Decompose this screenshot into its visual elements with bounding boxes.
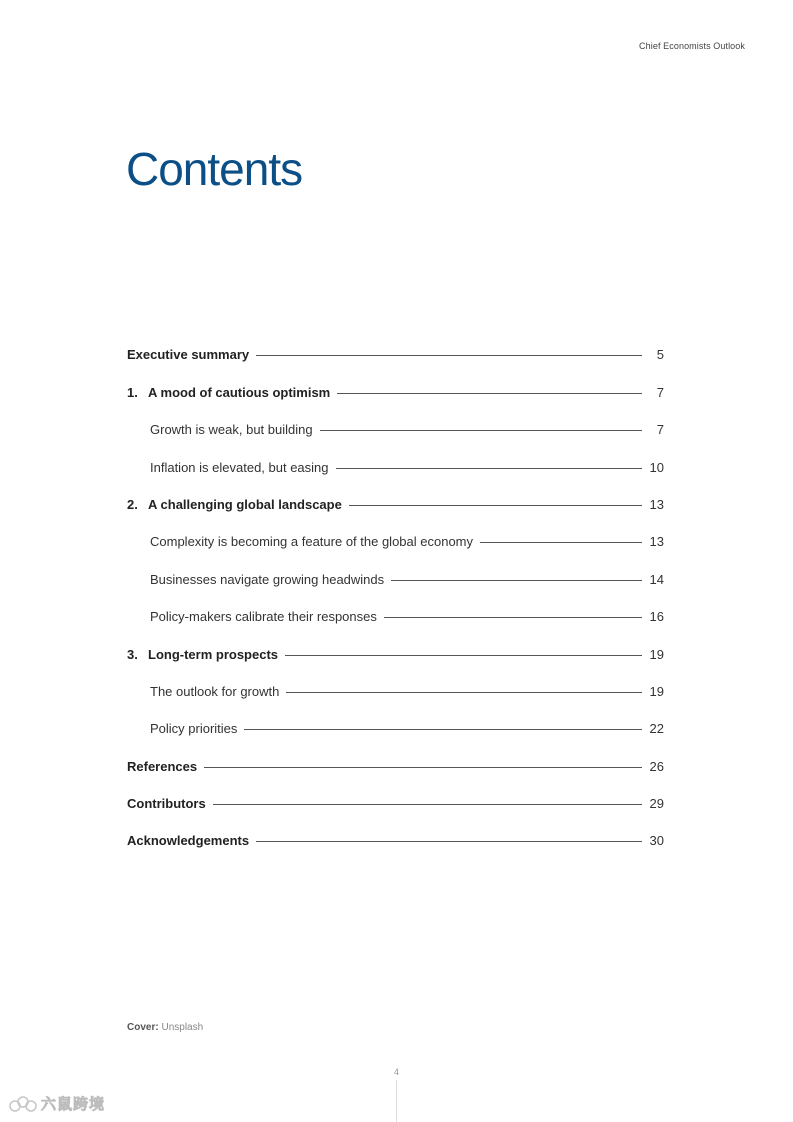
page-number: 4 [393, 1067, 399, 1077]
toc-leader-line [244, 729, 642, 730]
toc-entry-page: 13 [649, 496, 664, 512]
toc-entry[interactable] [127, 328, 664, 365]
toc-entry-label: A challenging global landscape [148, 496, 342, 512]
toc-leader-line [391, 580, 642, 581]
toc-entry-label: Inflation is elevated, but easing [150, 459, 329, 475]
toc-entry-label: Businesses navigate growing headwinds [150, 571, 385, 587]
watermark-text: 六鼠跨境 [41, 1096, 106, 1113]
toc-entry[interactable] [127, 440, 664, 477]
toc-entry[interactable] [127, 590, 664, 627]
toc-entry-page: 7 [656, 384, 664, 400]
toc-entry[interactable] [127, 478, 664, 515]
toc-entry-page: 29 [649, 796, 664, 812]
toc-entry[interactable] [127, 777, 664, 814]
page-title: Contents [126, 143, 303, 195]
toc-leader-line [384, 617, 642, 618]
toc-entry[interactable] [127, 814, 664, 851]
toc-entry-page: 19 [649, 646, 664, 662]
toc-leader-line [480, 542, 642, 543]
toc-leader-line [349, 505, 642, 506]
toc-entry-label: Executive summary [127, 347, 250, 363]
toc-entry-number: 3. [127, 646, 138, 662]
toc-entry[interactable] [127, 515, 664, 552]
toc-leader-line [213, 804, 642, 805]
toc-entry-label: Policy-makers calibrate their responses [150, 609, 377, 625]
toc-leader-line [204, 767, 642, 768]
toc-entry[interactable] [127, 665, 664, 702]
toc-entry-page: 13 [649, 534, 664, 550]
toc-entry-number: 1. [127, 384, 138, 400]
toc-entry-page: 5 [656, 347, 664, 363]
toc-entry-page: 16 [649, 609, 664, 625]
toc-entry-label: Acknowledgements [127, 833, 250, 849]
toc-entry-label: Growth is weak, but building [150, 422, 313, 438]
toc-entry-number: 2. [127, 496, 138, 512]
footer-divider [396, 1080, 397, 1122]
toc-entry[interactable] [127, 403, 664, 440]
toc-entry-label: Policy priorities [150, 721, 238, 737]
toc-entry-label: The outlook for growth [150, 683, 280, 699]
toc-entry-label: Long-term prospects [148, 646, 279, 662]
running-header: Chief Economists Outlook [639, 41, 745, 51]
toc-entry[interactable] [127, 627, 664, 664]
toc-leader-line [256, 841, 642, 842]
cover-credit-label: Cover: [127, 1022, 159, 1033]
toc-entry-page: 26 [649, 758, 664, 774]
toc-entry-page: 7 [656, 422, 664, 438]
toc-leader-line [286, 692, 642, 693]
toc-entry[interactable] [127, 552, 664, 589]
toc-entry-page: 30 [649, 833, 664, 849]
toc-entry-page: 19 [649, 683, 664, 699]
watermark [8, 1093, 105, 1114]
toc-leader-line [320, 430, 642, 431]
table-of-contents [127, 328, 664, 851]
toc-entry-label: A mood of cautious optimism [148, 384, 331, 400]
toc-leader-line [336, 468, 642, 469]
toc-leader-line [337, 393, 642, 394]
toc-entry-label: Complexity is becoming a feature of the global economy [150, 534, 474, 550]
toc-entry[interactable] [127, 739, 664, 776]
toc-leader-line [285, 655, 642, 656]
toc-entry-label: References [127, 758, 198, 774]
toc-entry[interactable] [127, 365, 664, 402]
toc-leader-line [256, 355, 642, 356]
toc-entry-page: 14 [649, 571, 664, 587]
mouse-logo-icon [8, 1095, 38, 1113]
toc-entry-page: 10 [649, 459, 664, 475]
toc-entry[interactable] [127, 702, 664, 739]
cover-credit [127, 1022, 203, 1033]
cover-credit-value: Unsplash [161, 1022, 204, 1033]
toc-entry-label: Contributors [127, 796, 206, 812]
toc-entry-page: 22 [649, 721, 664, 737]
